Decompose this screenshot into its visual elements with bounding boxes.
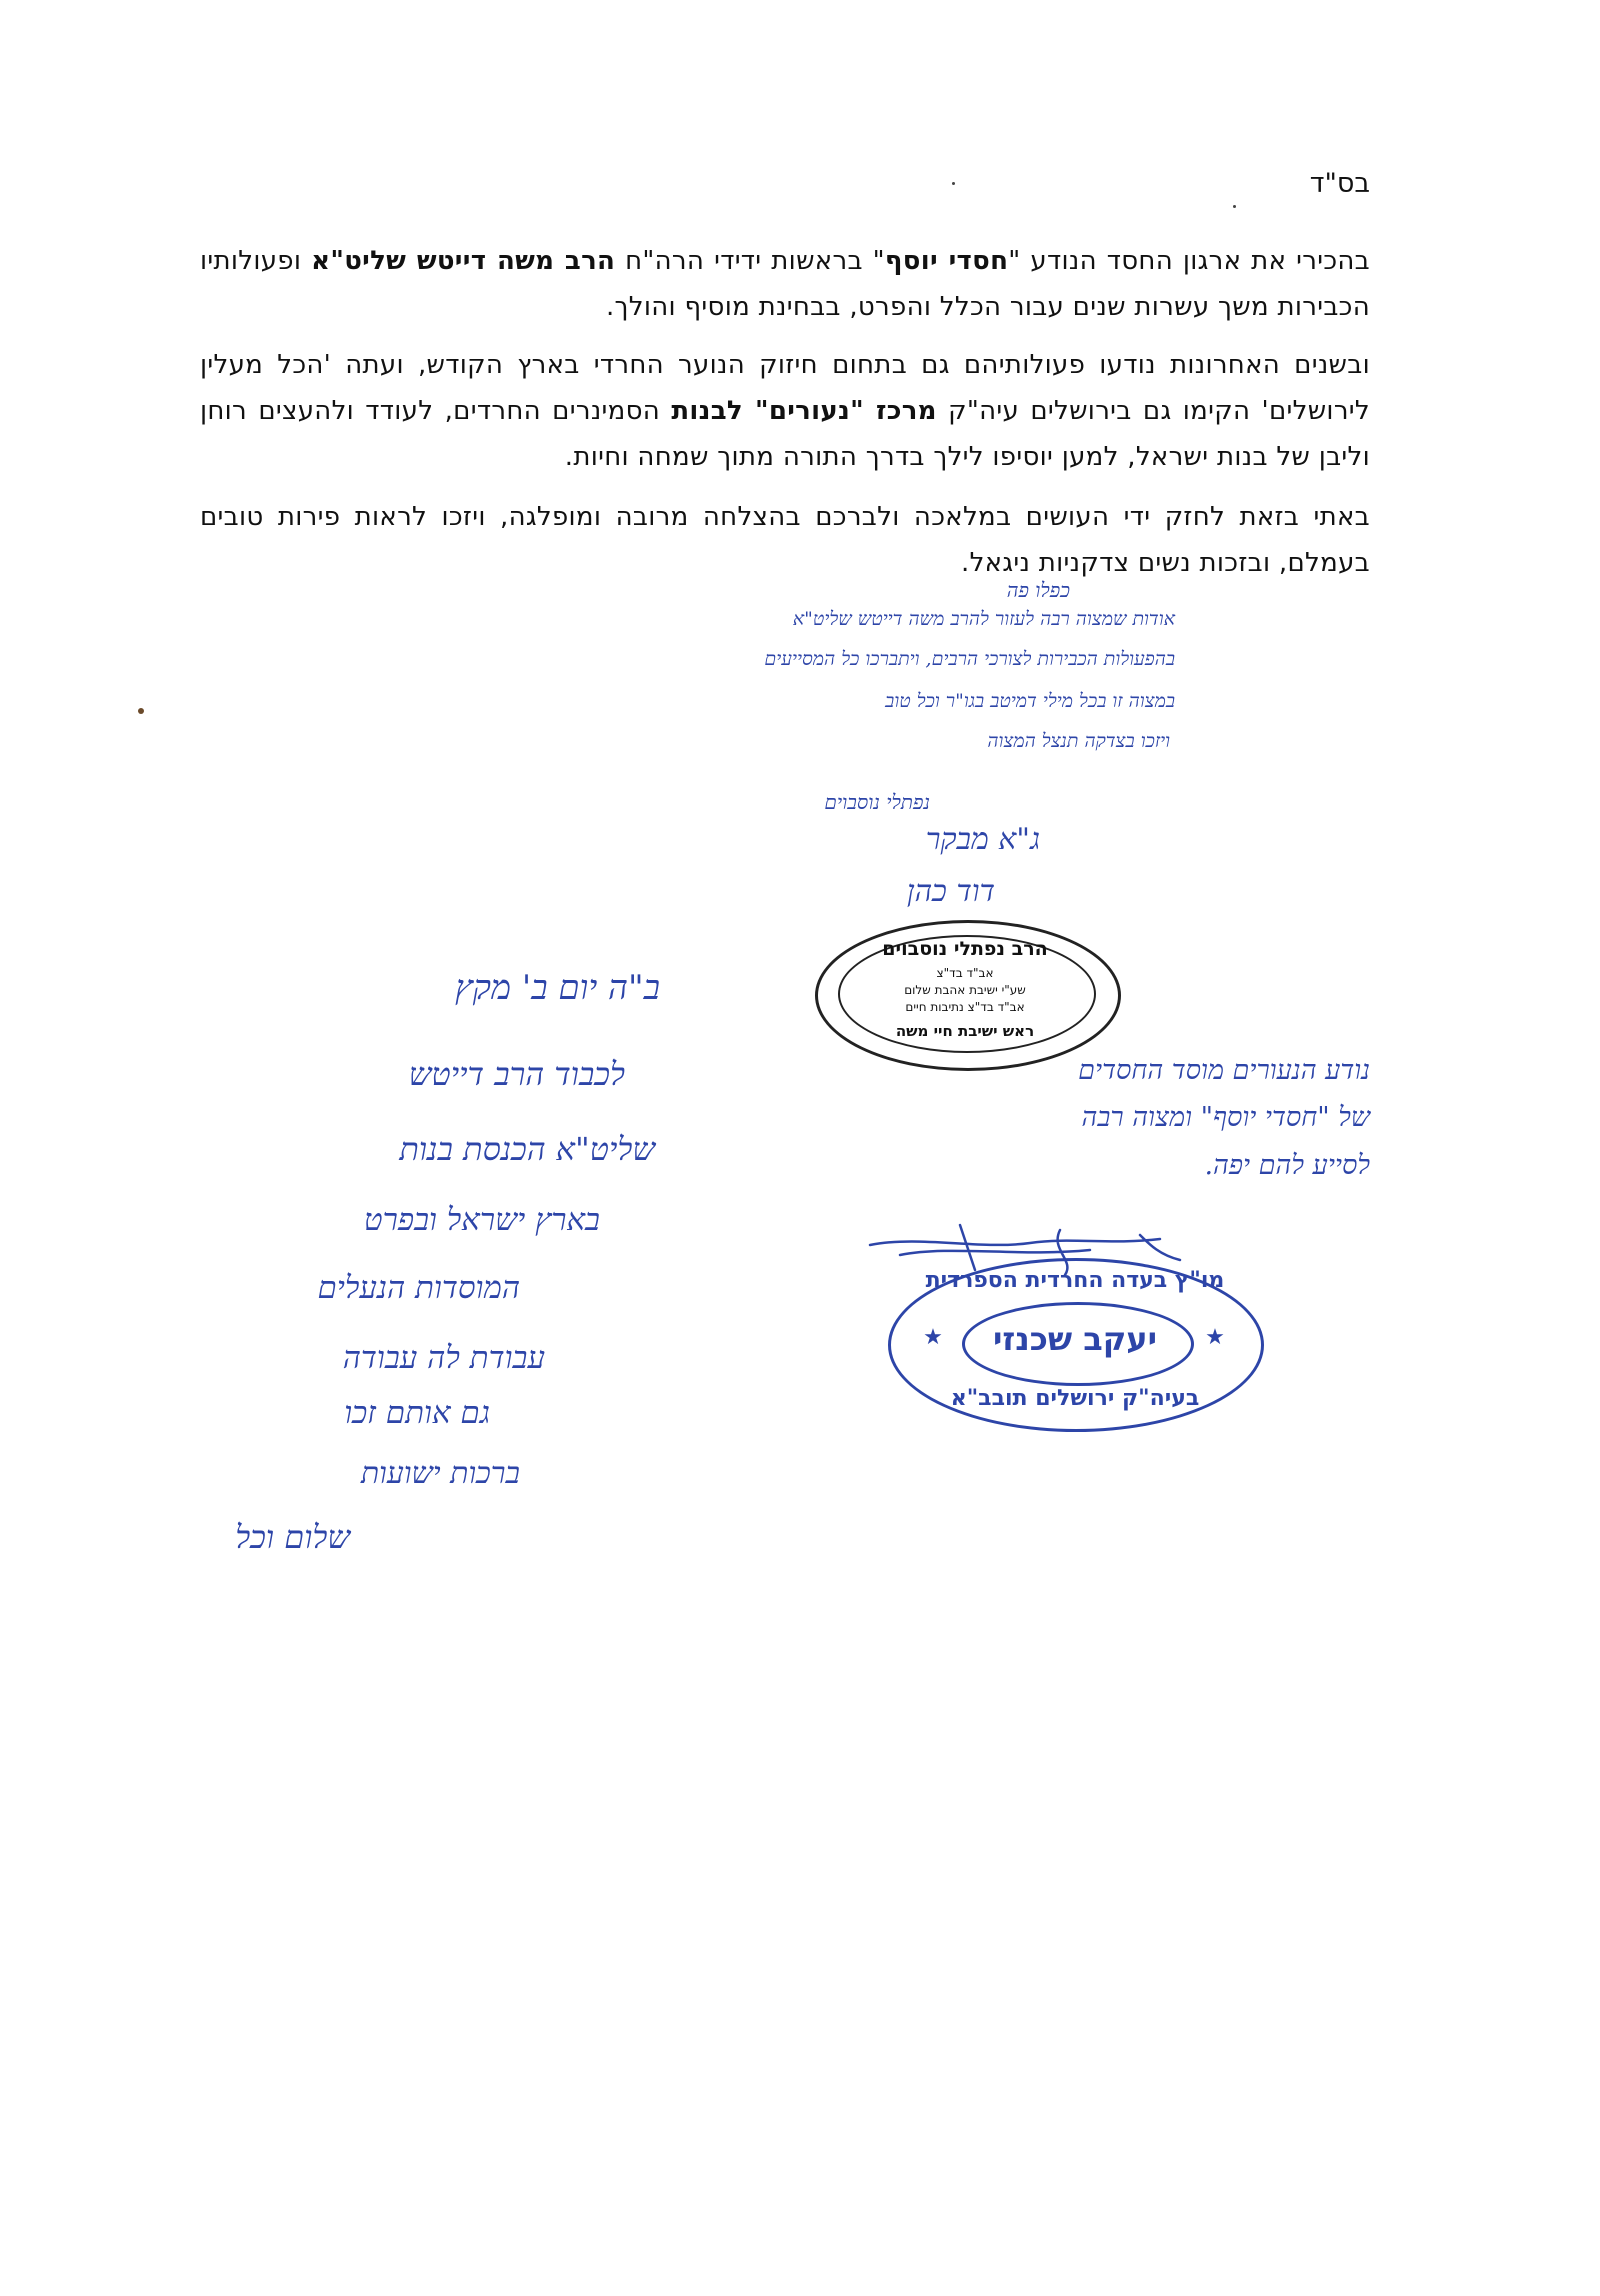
p1-text-e: ופעולותיו הכבירות משך עשרות שנים עבור הכלל והפרט, בבחינת מוסיף והולך. (200, 246, 1370, 322)
note-right-line: נודע הנעורים מוסד החסדים (1078, 1055, 1370, 1086)
note-left-line: ב"ה יום ב' מקץ (455, 968, 660, 1008)
note1-line: ג"א מבקר (925, 822, 1040, 857)
stamp-line: שע"י ישיבת אהבת שלום (904, 983, 1026, 997)
organization-name: חסדי יוסף (884, 246, 1009, 276)
stamp2-top: מו"ץ בעדה החרדית הספרדית (925, 1268, 1225, 1293)
ink-speck (1233, 205, 1236, 208)
paragraph-1 (200, 238, 1370, 330)
stamp2-name: יעקב שכנזי (992, 1320, 1158, 1358)
stamp-line: הרב נפתלי נוסבוים (882, 938, 1048, 960)
note-left-line: גם אותם זכו (344, 1395, 490, 1431)
note1-line: כפלו פה (1006, 578, 1070, 602)
paragraph-2 (200, 342, 1370, 480)
note1-line: אודות שמצוה רבה לעזור להרב משה דייטש שליט"א (792, 608, 1175, 630)
note-left-line: לכבוד הרב דייטש (408, 1055, 625, 1093)
note1-line: ויזכו בצדקה תנצל המצוה (987, 730, 1170, 752)
note1-line: בהפעולות הכבירות לצורכי הרבים, ויתברכו כל המסייעים (764, 648, 1175, 670)
note-left-line: שלום וכל (235, 1518, 350, 1556)
paragraph-3: באתי בזאת לחזק ידי העושים במלאכה ולברכם בהצלחה מרובה ומופלגה, ויזכו לראות פירות טובים בעמלם, ובזכות נשים צדקניות ניגאל. (200, 502, 1370, 578)
note-left-line: שליט"א הכנסת בנות (399, 1130, 655, 1168)
note-left-line: עבודת לה עבודה (342, 1340, 545, 1376)
p1-text-a: בהכירי את ארגון החסד הנודע " (1008, 246, 1371, 276)
star-icon: ★ (923, 1325, 943, 1350)
stamp2-bottom: בעיה"ק ירושלים תובב"א (950, 1386, 1200, 1411)
note1-line: נפתלי נוסבוים (824, 790, 930, 814)
ink-speck (952, 182, 955, 185)
ink-speck (138, 708, 144, 714)
p2-text-c: הסמינרים החרדים, לעודד ולהעצים רוחן וליבן של בנות ישראל, למען יוסיפו לילך בדרך התורה מתוך שמחה וחיות. (200, 396, 1370, 472)
star-icon: ★ (1205, 1325, 1225, 1350)
bsd-header: בס"ד (1309, 168, 1370, 199)
stamp-line: אב"ד בד"צ נתיבות חיים (905, 1000, 1025, 1014)
note-right-line: לסייע להם יפה. (1204, 1150, 1370, 1181)
center-name: מרכז "נעורים" לבנות (671, 396, 937, 426)
stamp-line: אב"ד בד"צ (936, 966, 994, 980)
note1-line: דוד כהן (906, 874, 995, 909)
note-left-line: בארץ ישראל ובפרט (363, 1202, 600, 1238)
rabbi-name: הרב משה דייטש שליט"א (311, 246, 616, 276)
note-left-line: ברכות ישועות (360, 1456, 520, 1491)
note1-line: במצוה זו בכל מילי דמיטב בגו"ר וכל טוב (885, 690, 1175, 712)
note-left-line: המוסדות הנעלים (317, 1270, 520, 1306)
note-right-line: של "חסדי יוסף" ומצוה רבה (1081, 1102, 1370, 1133)
stamp-line: ראש ישיבת חיי משה (895, 1022, 1035, 1040)
p1-text-c: " בראשות ידידי הרה"ח (615, 246, 885, 276)
p2-text-a: ובשנים האחרונות נודעו פעולותיהם גם בתחום חיזוק הנוער החרדי בארץ הקודש, ועתה 'הכל מעלין לירושלים' הקימו גם בירושלים עיה"ק (200, 350, 1370, 426)
